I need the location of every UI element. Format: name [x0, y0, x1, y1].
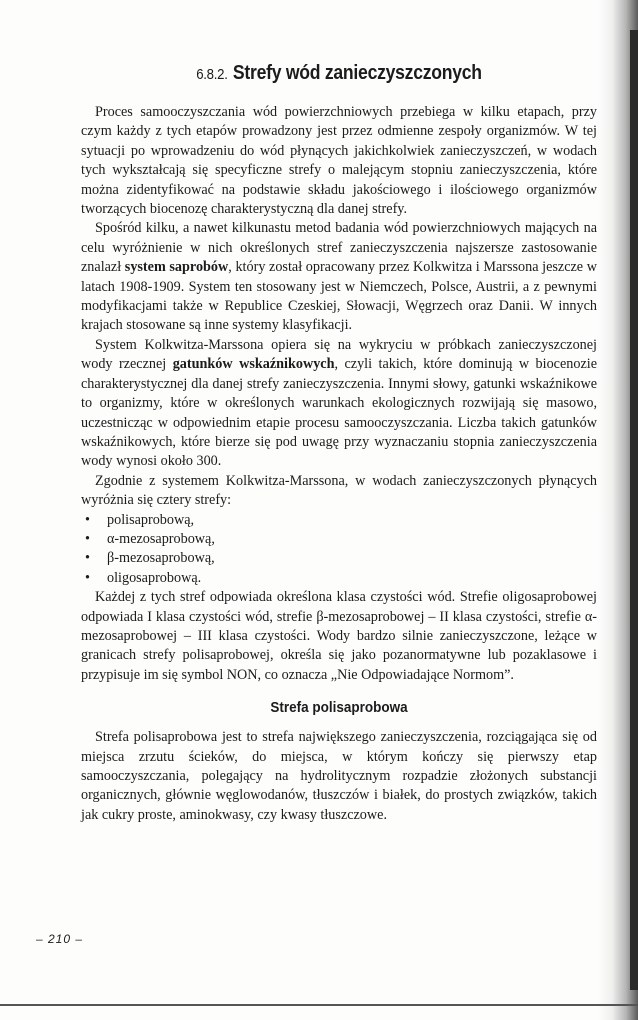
list-item — [85, 569, 597, 588]
binding-edge — [630, 30, 638, 990]
emphasis-term: gatunków wskaźnikowych — [172, 356, 335, 373]
bullet: • — [85, 550, 90, 567]
zone-label: α-mezosaprobową, — [107, 530, 215, 547]
zone-label: oligosaprobową. — [107, 569, 202, 586]
bullet: • — [85, 530, 90, 547]
paragraph-intro: Proces samooczyszczania wód powierzchniowych przebiega w kilku etapach, przy czym każdy z tych etapów prowadzony jest przez odmienne zespoły organizmów. W tej sytuacji po wprowadzeniu do wód płynących jakichkolwiek zanieczyszczeń, w wodach tych wykształcają się specyficzne strefy o malejącym stopniu zanieczyszczenia, które można zidentyfikować na podstawie składu jakościowego i ilościowego organizmów tworzących biocenozę charakterystyczną dla danej strefy. — [81, 104, 597, 218]
paragraph-text: System Kolkwitza-Marssona opiera się na wykryciu w próbkach zanieczyszczonej wody rzecznej — [81, 336, 597, 373]
page-number: – 210 – — [36, 932, 84, 946]
bullet: • — [85, 511, 90, 528]
bullet: • — [85, 569, 90, 586]
paragraph-text: , który został opracowany przez Kolkwitza i Marssona jeszcze w latach 1908-1909. System ten stosowany jest w Niemczech, Polsce, Austrii, a z pewnymi modyfikacjami także w Republice Czeskiej, Słowacji, Węgrzech oraz Danii. W innych krajach stosowane są inne systemy klasyfikacji. — [81, 259, 597, 334]
subsection-heading: Strefa polisaprobowa — [270, 699, 408, 717]
zone-label: polisaprobową, — [107, 511, 195, 528]
list-item — [85, 511, 597, 530]
section-number: 6.8.2. — [196, 66, 228, 83]
paragraph-zones-intro: Zgodnie z systemem Kolkwitza-Marssona, w wodach zanieczyszczonych płynących wyróżnia się cztery strefy: — [81, 472, 597, 509]
emphasis-term: system saprobów — [124, 259, 229, 276]
section-heading — [112, 62, 566, 85]
scan-bottom-edge — [0, 1004, 638, 1006]
zone-label: β-mezosaprobową, — [107, 550, 215, 567]
list-item — [85, 549, 597, 568]
paragraph-text: , czyli takich, które dominują w biocenozie charakterystycznej dla danej strefy zanieczyszczenia. Innymi słowy, gatunki wskaźnikowe to organizmy, które w określonych warunkach ekologicznych rozwijają się masowo, uczestnicząc w odpowiednim etapie procesu samooczyszczania. Liczba takich gatunków wskaźnikowych, które bierze się pod uwagę przy wyznaczaniu stopnia zanieczyszczenia wody wynosi około 300. — [81, 356, 597, 470]
page-content — [81, 50, 597, 825]
section-title: Strefy wód zanieczyszczonych — [232, 62, 482, 84]
paragraph-water-classes: Każdej z tych stref odpowiada określona klasa czystości wód. Strefie oligosaprobowej odpowiada I klasa czystości wód, strefie β-mezosaprobowej – II klasa czystości, strefie α-mezosaprobowej – III klasa czystości. Wody bardzo silnie zanieczyszczone, leżące w granicach strefy polisaprobowej, określa się jako pozanormatywne lub pozaklasowe i przypisuje im się symbol NON, co oznacza „Nie Odpowiadające Normom”. — [81, 589, 597, 683]
paragraph-polysaprobic: Strefa polisaprobowa jest to strefa największego zanieczyszczenia, rozciągająca się od miejsca zrzutu ścieków, do miejsca, w którym kończy się pierwszy etap samooczyszczania, polegający na hydrolitycznym rozpadzie złożonych substancji organicznych, głównie węglowodanów, tłuszczów i białek, do prostych związków, takich jak cukry proste, aminokwasy, czy kwasy tłuszczowe. — [81, 729, 597, 823]
paragraph-text: Spośród kilku, a nawet kilkunastu metod badania wód powierzchniowych mających na celu wyróżnienie w nich określonych stref zanieczyszczenia najszersze zastosowanie znalazł — [81, 220, 597, 276]
zones-list — [81, 511, 597, 589]
paragraph-saprobic-system — [81, 219, 597, 335]
paragraph-indicator-species — [81, 336, 597, 472]
list-item — [85, 530, 597, 549]
